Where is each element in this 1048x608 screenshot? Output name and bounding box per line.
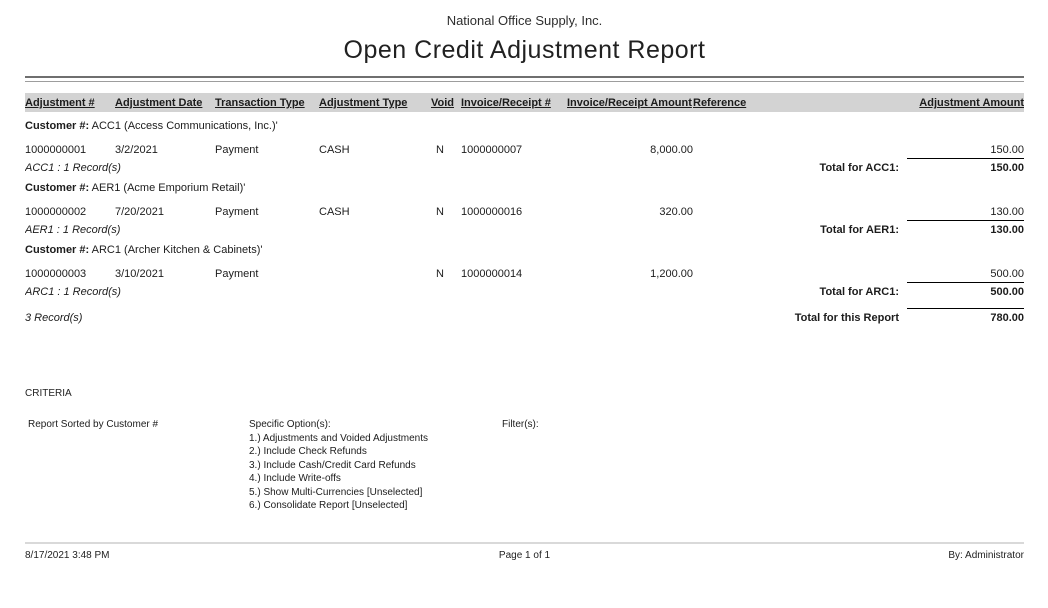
- customer-header-row: [25, 236, 1024, 256]
- specific-option-item: 6.) Consolidate Report [Unselected]: [249, 500, 408, 511]
- customer-group-aer1: [25, 174, 1024, 236]
- footer-datetime: 8/17/2021 3:48 PM: [25, 549, 110, 561]
- group-record-count: AER1 : 1 Record(s): [25, 224, 121, 236]
- cell-invoice-receipt-number: 1000000016: [461, 206, 523, 218]
- cell-adjustment-number: 1000000002: [25, 206, 87, 218]
- group-total-cell: [693, 156, 1024, 174]
- cell-adjustment-date: 3/10/2021: [115, 268, 164, 280]
- footer-divider: [25, 542, 1024, 544]
- customer-header-cell: [25, 236, 1024, 256]
- group-total-amount: 150.00: [907, 158, 1024, 174]
- report-total-row: [25, 298, 1024, 324]
- cell-adjustment-number: 1000000001: [25, 144, 87, 156]
- divider-thick-rule: [25, 76, 1024, 78]
- report-title: Open Credit Adjustment Report: [343, 36, 706, 64]
- column-header-transaction-type: [215, 93, 319, 112]
- cell-reference: [693, 132, 824, 156]
- specific-options-label: Specific Option(s):: [249, 419, 331, 430]
- customer-group-arc1: [25, 236, 1024, 298]
- column-header-adjustment-date: [115, 93, 215, 112]
- column-header-void: [431, 93, 461, 112]
- customer-header-row: [25, 112, 1024, 132]
- table-header-bar: [25, 93, 1024, 112]
- page-footer: [25, 550, 1024, 561]
- group-total-amount: 500.00: [907, 282, 1024, 298]
- customer-value: ARC1 (Archer Kitchen & Cabinets)': [91, 244, 263, 256]
- customer-header-cell: [25, 112, 1024, 132]
- cell-invoice-receipt-amount: 320.00: [659, 206, 693, 218]
- customer-header-cell: [25, 174, 1024, 194]
- criteria-section: [25, 418, 1024, 513]
- specific-option-item: 3.) Include Cash/Credit Card Refunds: [249, 459, 416, 471]
- cell-adjustment-type: [319, 256, 431, 280]
- cell-reference: [693, 256, 824, 280]
- column-header-label: Adjustment Date: [115, 97, 203, 109]
- group-total-row: [25, 218, 1024, 236]
- column-header-label: Invoice/Receipt #: [461, 97, 551, 109]
- group-total-row: [25, 280, 1024, 298]
- column-header-invoice-receipt-number: [461, 93, 567, 112]
- cell-transaction-type: Payment: [215, 206, 259, 218]
- column-header-label: Reference: [693, 97, 747, 109]
- specific-option-item: 1.) Adjustments and Voided Adjustments: [249, 432, 428, 444]
- group-total-cell: [693, 280, 1024, 298]
- customer-value: AER1 (Acme Emporium Retail)': [91, 182, 246, 194]
- cell-void: N: [436, 144, 444, 156]
- criteria-specific-options: [249, 418, 502, 513]
- cell-transaction-type: Payment: [215, 144, 259, 156]
- column-header-label: Transaction Type: [215, 97, 305, 109]
- criteria-filters-label: Filter(s):: [502, 419, 539, 430]
- cell-transaction-type: Payment: [215, 268, 259, 280]
- company-name: National Office Supply, Inc.: [446, 13, 603, 28]
- group-record-count: ARC1 : 1 Record(s): [25, 286, 121, 298]
- customer-group-acc1: [25, 112, 1024, 174]
- cell-adjustment-amount: 150.00: [990, 144, 1024, 156]
- report-record-count: 3 Record(s): [25, 312, 83, 324]
- cell-invoice-receipt-number: 1000000007: [461, 144, 523, 156]
- customer-header-row: [25, 174, 1024, 194]
- cell-adjustment-date: 7/20/2021: [115, 206, 164, 218]
- report-total-label: Total for this Report: [794, 312, 899, 324]
- customer-value: ACC1 (Access Communications, Inc.)': [91, 120, 278, 132]
- column-header-label: Adjustment Type: [319, 97, 408, 109]
- column-header-invoice-receipt-amount: [567, 93, 693, 112]
- group-total-label: Total for ARC1:: [819, 286, 899, 298]
- cell-adjustment-date: 3/2/2021: [115, 144, 158, 156]
- cell-adjustment-amount: 500.00: [990, 268, 1024, 280]
- report-total-section: [25, 298, 1024, 324]
- divider-thin-rule: [25, 81, 1024, 82]
- group-record-count: ACC1 : 1 Record(s): [25, 162, 121, 174]
- report-total-cell: [693, 298, 1024, 324]
- group-total-label: Total for ACC1:: [819, 162, 899, 174]
- cell-invoice-receipt-amount: 8,000.00: [650, 144, 693, 156]
- cell-invoice-receipt-number: 1000000014: [461, 268, 523, 280]
- customer-label: Customer #:: [25, 182, 90, 194]
- column-header-label: Adjustment Amount: [919, 97, 1024, 109]
- specific-option-item: 2.) Include Check Refunds: [249, 446, 367, 457]
- footer-printed-by: By: Administrator: [948, 549, 1024, 561]
- customer-label: Customer #:: [25, 120, 90, 132]
- report-total-amount: 780.00: [907, 308, 1024, 324]
- column-header-adjustment-number: [25, 93, 115, 112]
- adjustment-table: [25, 93, 1024, 324]
- cell-reference: [693, 194, 824, 218]
- column-header-label: Invoice/Receipt Amount: [567, 97, 692, 109]
- group-total-amount: 130.00: [907, 220, 1024, 236]
- table-row: [25, 194, 1024, 218]
- cell-adjustment-number: 1000000003: [25, 268, 87, 280]
- specific-option-item: 5.) Show Multi-Currencies [Unselected]: [249, 486, 423, 498]
- column-header-reference: [693, 93, 824, 112]
- column-header-row: [25, 93, 1024, 112]
- group-total-cell: [693, 218, 1024, 236]
- cell-adjustment-amount: 130.00: [990, 206, 1024, 218]
- column-header-adjustment-amount: [824, 93, 1024, 112]
- cell-void: N: [436, 206, 444, 218]
- cell-invoice-receipt-amount: 1,200.00: [650, 268, 693, 280]
- title-divider: [25, 76, 1024, 82]
- criteria-sorted-by: Report Sorted by Customer #: [28, 419, 159, 430]
- cell-void: N: [436, 268, 444, 280]
- table-row: [25, 132, 1024, 156]
- table-row: [25, 256, 1024, 280]
- column-header-adjustment-type: [319, 93, 431, 112]
- column-header-label: Void: [431, 97, 455, 109]
- footer-page-number: Page 1 of 1: [498, 549, 551, 561]
- cell-adjustment-type: CASH: [319, 144, 350, 156]
- specific-option-item: 4.) Include Write-offs: [249, 473, 341, 484]
- cell-adjustment-type: CASH: [319, 206, 350, 218]
- group-total-label: Total for AER1:: [820, 224, 899, 236]
- column-header-label: Adjustment #: [25, 97, 95, 109]
- group-total-row: [25, 156, 1024, 174]
- customer-label: Customer #:: [25, 244, 90, 256]
- criteria-heading: CRITERIA: [25, 388, 72, 399]
